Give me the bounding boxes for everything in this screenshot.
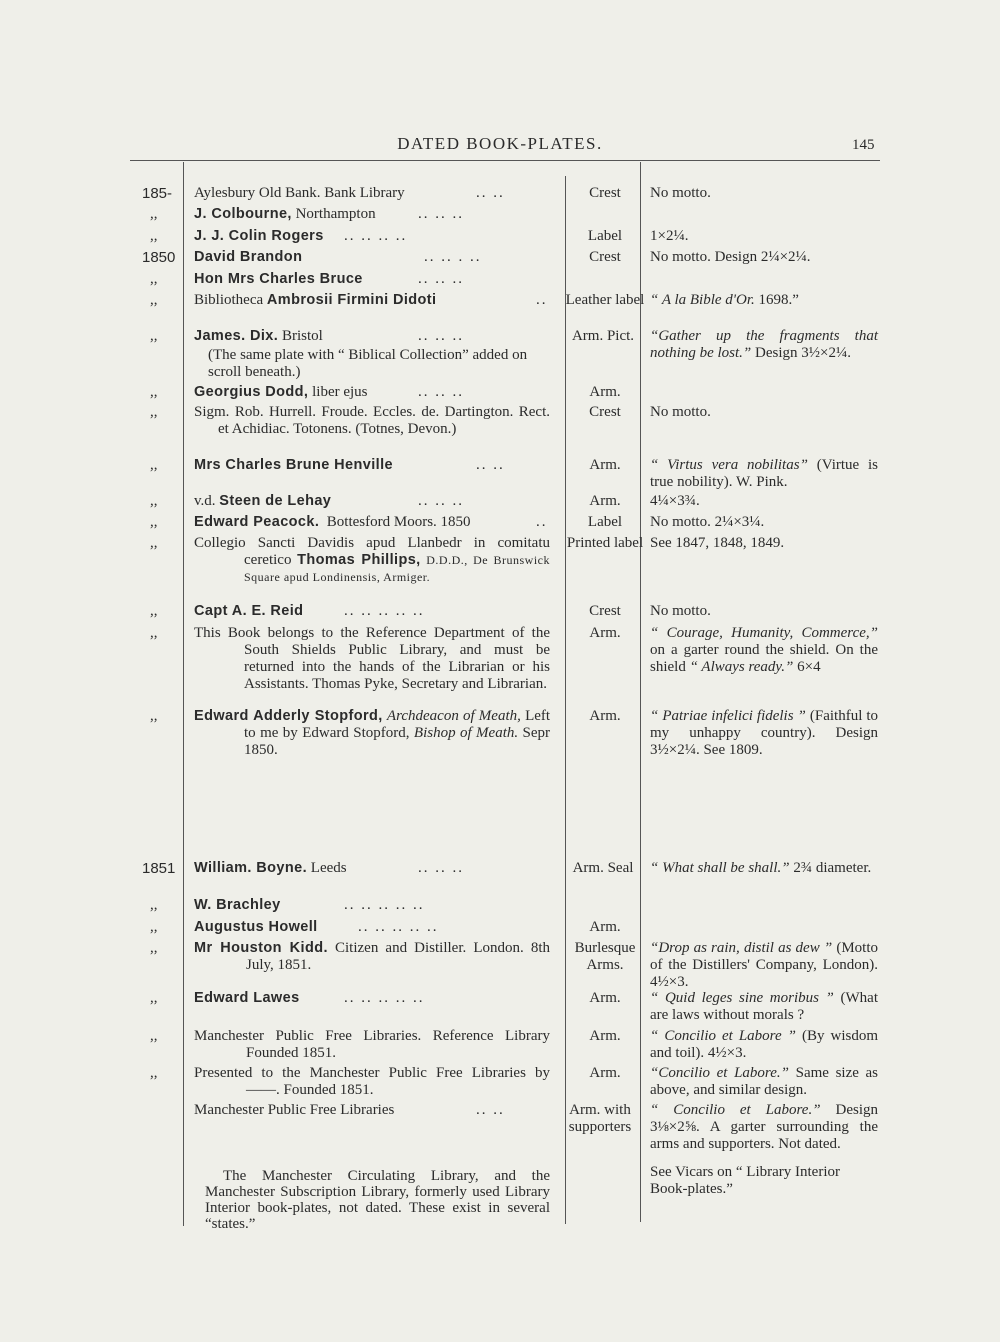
kind-cell: Arm. — [589, 990, 621, 1006]
note-cell: “ Virtus vera nobilitas” (Virtue is true nobility). W. Pink. — [650, 457, 879, 490]
year-cell: ,, — [150, 940, 158, 956]
year-cell: ,, — [150, 535, 158, 551]
kind-cell: Arm. Seal — [572, 860, 634, 876]
note-cell: No motto. — [650, 185, 711, 201]
note-cell: “ Concilio et Labore ” (By wisdom and toil). 4½×3. — [650, 1028, 878, 1061]
kind-cell: Arm. — [589, 493, 621, 509]
column-divider-right — [640, 162, 641, 1222]
year-cell: 1851 — [142, 860, 176, 877]
owner-cell: Presented to the Manchester Public Free Libraries by ——. Founded 1851. — [194, 1065, 550, 1098]
owner-cell: J. J. Colin Rogers .. .. .. .. — [194, 228, 408, 244]
owner-cell: David Brandon .. .. . .. — [194, 249, 482, 265]
header-rule — [130, 160, 880, 161]
kind-cell: Arm. Pict. — [571, 328, 635, 344]
year-cell: ,, — [150, 457, 158, 473]
kind-cell: Crest — [589, 185, 621, 201]
year-cell: ,, — [150, 625, 158, 641]
owner-cell: W. Brachley .. .. .. .. .. — [194, 897, 425, 913]
owner-cell: J. Colbourne, Northampton .. .. .. — [194, 206, 464, 222]
note-cell: No motto. — [650, 404, 711, 420]
footnote-cross-reference: See Vicars on “ Library Interior Book-plates.” — [650, 1164, 840, 1197]
note-cell: “ A la Bible d'Or. 1698.” — [650, 292, 799, 308]
owner-cell: Edward Adderly Stopford, Archdeacon of Meath, Left to me by Edward Stopford, Bishop of Meath. Sepr 1850. — [194, 708, 551, 758]
year-cell: ,, — [150, 708, 158, 724]
year-cell: ,, — [150, 292, 158, 308]
note-cell: See 1847, 1848, 1849. — [650, 535, 785, 551]
page-number: 145 — [852, 137, 875, 153]
year-cell: ,, — [150, 1065, 158, 1081]
note-cell: “Concilio et Labore.” Same size as above, and similar design. — [650, 1065, 879, 1098]
owner-cell: James. Dix. Bristol .. .. .. (The same plate with “ Biblical Collection” added on scroll beneath.) — [194, 328, 528, 380]
owner-cell: Mrs Charles Brune Henville .. .. — [194, 457, 505, 473]
note-cell: “Drop as rain, distil as dew ” (Motto of the Distillers' Company, London). 4½×3. — [650, 940, 879, 990]
owner-cell: Aylesbury Old Bank. Bank Library .. .. — [194, 185, 505, 201]
note-cell: “Gather up the fragments that nothing be lost.” Design 3½×2¼. — [650, 328, 878, 361]
kind-cell: Crest — [589, 603, 621, 619]
note-cell: “ Quid leges sine moribus ” (What are laws without morals ? — [650, 990, 879, 1023]
owner-cell: Manchester Public Free Libraries .. .. — [194, 1102, 505, 1118]
note-cell: 4¼×3¾. — [650, 493, 700, 509]
owner-cell: Bibliotheca Ambrosii Firmini Didoti .. — [194, 292, 548, 308]
owner-cell: Capt A. E. Reid .. .. .. .. .. — [194, 603, 425, 619]
owner-cell: Georgius Dodd, liber ejus .. .. .. — [194, 384, 464, 400]
note-cell: No motto. 2¼×3¼. — [650, 514, 765, 530]
note-cell: “ What shall be shall.” 2¾ diameter. — [650, 860, 872, 876]
footnote-text: The Manchester Circulating Library, and the Manchester Subscription Library, formerly used Library Interior book-plates, not dated. These exist in several “states.” — [205, 1168, 550, 1232]
year-cell: ,, — [150, 897, 158, 913]
kind-cell: Arm. — [589, 919, 621, 935]
owner-cell: Hon Mrs Charles Bruce .. .. .. — [194, 271, 464, 287]
kind-cell: Arm. — [589, 457, 621, 473]
kind-cell: Arm. — [589, 625, 621, 641]
year-cell: ,, — [150, 1028, 158, 1044]
year-cell: ,, — [150, 603, 158, 619]
owner-cell: Manchester Public Free Libraries. Reference Library Founded 1851. — [194, 1028, 550, 1061]
kind-cell: Leather label — [565, 292, 645, 308]
year-cell: ,, — [150, 990, 158, 1006]
note-cell: “ Concilio et Labore.” Design 3⅛×2⅝. A garter surrounding the arms and supporters. Not dated. — [650, 1102, 878, 1152]
owner-cell: This Book belongs to the Reference Department of the South Shields Public Library, and must be returned into the hands of the Librarian or his Assistants. Thomas Pyke, Secretary and Librarian. — [194, 625, 550, 692]
owner-cell: Sigm. Rob. Hurrell. Froude. Eccles. de. Dartington. Rect. et Achidiac. Totonens. (Totnes, Devon.) — [194, 404, 550, 437]
kind-cell: Arm. — [589, 708, 621, 724]
kind-cell: Arm. — [589, 1065, 621, 1081]
year-cell: ,, — [150, 271, 158, 287]
kind-cell: Arm. — [589, 1028, 621, 1044]
year-cell: ,, — [150, 328, 158, 344]
owner-cell: William. Boyne. Leeds .. .. .. — [194, 860, 464, 876]
owner-cell: v.d. Steen de Lehay .. .. .. — [194, 493, 464, 509]
kind-cell: Arm. with supporters — [568, 1102, 632, 1135]
year-cell: ,, — [150, 404, 158, 420]
note-cell: “ Courage, Humanity, Commerce,” on a garter round the shield. On the shield “ Always ready.” 6×4 — [650, 625, 878, 675]
year-cell: ,, — [150, 919, 158, 935]
owner-cell: Mr Houston Kidd. Citizen and Distiller. London. 8th July, 1851. — [194, 940, 551, 973]
owner-cell: Edward Lawes .. .. .. .. .. — [194, 990, 425, 1006]
year-cell: ,, — [150, 384, 158, 400]
kind-cell: Crest — [589, 404, 621, 420]
owner-cell: Augustus Howell .. .. .. .. .. — [194, 919, 439, 935]
owner-cell: Collegio Sancti Davidis apud Llanbedr in comitatu ceretico Thomas Phillips, D.D.D., De Brunswick Square apud Londinensis, Armiger. — [194, 535, 550, 584]
year-cell: ,, — [150, 514, 158, 530]
kind-cell: Printed label — [566, 535, 644, 551]
kind-cell: Burlesque Arms. — [574, 940, 636, 973]
kind-cell: Arm. — [589, 384, 621, 400]
note-cell: “ Patriae infelici fidelis ” (Faithful to my unhappy country). Design 3½×2¼. See 1809. — [650, 708, 879, 758]
year-cell: 1850 — [142, 249, 176, 266]
kind-cell: Label — [587, 514, 623, 530]
year-cell: 185- — [142, 185, 173, 202]
note-cell: 1×2¼. — [650, 228, 689, 244]
note-cell: No motto. Design 2¼×2¼. — [650, 249, 811, 265]
page-title: DATED BOOK-PLATES. — [397, 134, 603, 153]
year-cell: ,, — [150, 493, 158, 509]
owner-cell: Edward Peacock. Bottesford Moors. 1850 .. — [194, 514, 548, 530]
note-cell: No motto. — [650, 603, 711, 619]
kind-cell: Label — [587, 228, 623, 244]
year-cell: ,, — [150, 228, 158, 244]
kind-cell: Crest — [589, 249, 621, 265]
year-cell: ,, — [150, 206, 158, 222]
